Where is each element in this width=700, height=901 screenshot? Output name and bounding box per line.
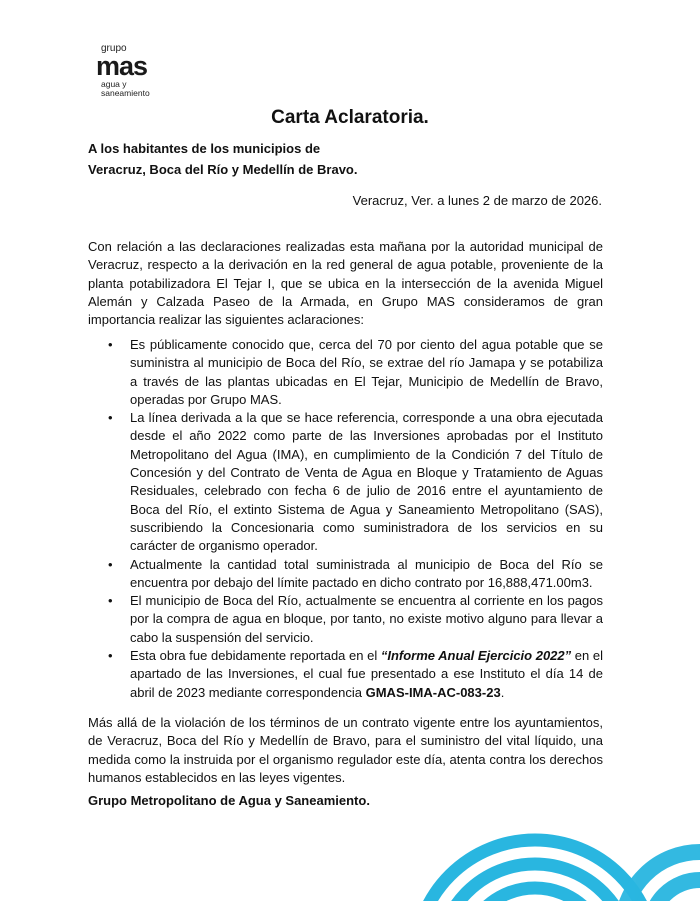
bullet-icon: •: [108, 593, 113, 609]
list-item-text: Actualmente la cantidad total suministrada al municipio de Boca del Río se encuentra por debajo del límite pactado en dicho contrato por 16,888,471.00m3.: [130, 556, 603, 590]
logo-subtitle-line2: saneamiento: [101, 87, 150, 98]
ripple-arc-right-inner: [650, 880, 700, 901]
logo-grupo-text: grupo: [101, 43, 127, 54]
ripple-arcs-right: [622, 852, 700, 901]
list-item-text-end: .: [500, 684, 505, 700]
correspondence-reference: GMAS-IMA-AC-083-23: [365, 684, 501, 700]
bullet-icon: •: [108, 337, 113, 352]
ripple-arc-3: [463, 888, 607, 901]
date-line: Veracruz, Ver. a lunes 2 de marzo de 2026.: [352, 193, 602, 208]
logo-subtitle-line1: agua y: [101, 79, 127, 89]
bullet-icon: •: [108, 410, 113, 426]
list-item-text: La línea derivada a la que se hace referencia, corresponde a una obra ejecutada desde el año 2022 como parte de las Inversiones aprobadas por el Instituto Metropolitano del Agua (IMA), en cumplimiento de la Condición 7 del Título de Concesión y del Contrato de Venta de Agua en Bloque y Tratamiento de Aguas Residuales, celebrado con fecha 6 de julio de 2016 entre el ayuntamiento de Boca del Río, el extinto Sistema de Agua y Saneamiento Metropolitano (SAS), suscribiendo la Concesionaria como suministradora de los servicios en su carácter de organismo operador.: [130, 410, 603, 554]
bullet-icon: •: [108, 648, 113, 664]
report-title-emphasis: “Informe Anual Ejercicio 2022”: [380, 648, 572, 664]
bullet-icon: •: [108, 556, 113, 572]
signature: Grupo Metropolitano de Agua y Saneamiento.: [88, 793, 370, 808]
closing-paragraph: Más allá de la violación de los términos de un contrato vigente entre los ayuntamientos, de Veracruz, Boca del Río y Medellín de Bravo, para el suministro del vital líquido, una medida como la instruida por el organismo regulador este día, atenta contra los derechos humanos establecidos en las leyes vigentes.: [88, 715, 603, 785]
logo-mas-text: mas: [96, 53, 148, 81]
list-item-text-part: en el apartado de las Inversiones, el cual fue presentado a ese Instituto el día 14 de abril de 2023 mediante correspondencia: [130, 648, 603, 700]
letter-title: Carta Aclaratoria.: [271, 107, 429, 128]
recipient-line-1: A los habitantes de los municipios de: [88, 141, 321, 156]
list-item-text-part: Esta obra fue debidamente reportada en el: [130, 648, 381, 664]
intro-paragraph: Con relación a las declaraciones realizadas esta mañana por la autoridad municipal de Veracruz, respecto a la derivación en la red general de agua potable, proveniente de la planta potabilizadora El Tejar I, que se ubica en la intersección de la avenida Miguel Alemán y Calzada Paseo de la Armada, en Grupo MAS consideramos de gran importancia realizar las siguientes aclaraciones:: [88, 239, 603, 328]
ripple-arcs: [415, 840, 655, 901]
list-item-text: El municipio de Boca del Río, actualmente se encuentra al corriente en los pagos por la compra de agua en bloque, por tanto, no existe motivo alguno para llevar a cabo la suspensión del servicio.: [130, 593, 603, 645]
list-item-text: Es públicamente conocido que, cerca del 70 por ciento del agua potable que se suministra al municipio de Boca del Río, se extrae del río Jamapa y se potabiliza a través de las plantas ubicadas en El Tejar, Municipio de Medellín de Bravo, operadas por Grupo MAS.: [130, 337, 603, 407]
recipient-line-2: Veracruz, Boca del Río y Medellín de Bravo.: [88, 162, 358, 177]
